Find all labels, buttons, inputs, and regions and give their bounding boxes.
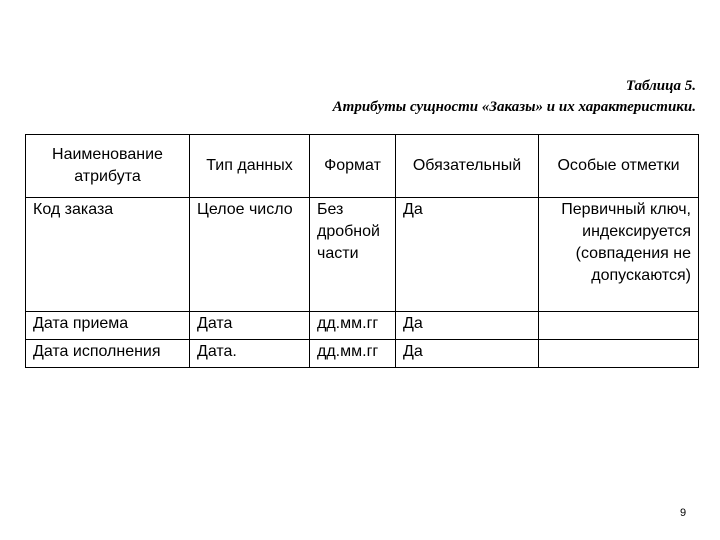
table-row <box>26 340 699 368</box>
table-row <box>26 312 699 340</box>
cell-format: дд.мм.гг <box>310 340 396 368</box>
cell-format: Без дробной части <box>310 198 396 312</box>
attributes-table <box>25 134 699 368</box>
header-notes: Особые отметки <box>539 135 699 198</box>
cell-data-type: Целое число <box>190 198 310 312</box>
cell-notes <box>539 312 699 340</box>
cell-attribute-name: Дата исполнения <box>26 340 190 368</box>
cell-notes <box>539 340 699 368</box>
cell-notes: Первичный ключ, индексируется (совпадения не допускаются) <box>539 198 699 312</box>
table-header-row <box>26 135 699 198</box>
cell-attribute-name: Код заказа <box>26 198 190 312</box>
cell-required: Да <box>396 312 539 340</box>
header-data-type: Тип данных <box>190 135 310 198</box>
table-title: Атрибуты сущности «Заказы» и их характеристики. <box>332 99 696 115</box>
header-required: Обязательный <box>396 135 539 198</box>
page-number: 9 <box>680 507 687 519</box>
header-format: Формат <box>310 135 396 198</box>
table-number: Таблица 5. <box>625 78 696 94</box>
header-attribute-name: Наименование атрибута <box>26 135 190 198</box>
cell-data-type: Дата. <box>190 340 310 368</box>
table-row <box>26 198 699 312</box>
cell-format: дд.мм.гг <box>310 312 396 340</box>
cell-data-type: Дата <box>190 312 310 340</box>
cell-attribute-name: Дата приема <box>26 312 190 340</box>
table-caption <box>333 76 696 118</box>
cell-required: Да <box>396 340 539 368</box>
cell-required: Да <box>396 198 539 312</box>
